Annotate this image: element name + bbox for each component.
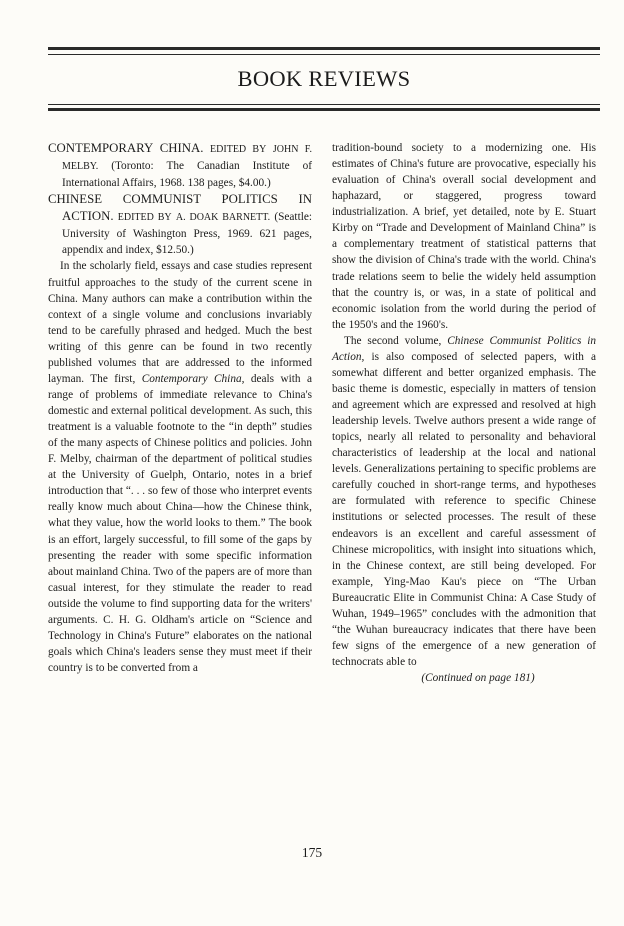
- paragraph-2-text-end: is also composed of selected papers, with a somewhat different and better organized emphasis. The basic theme is domestic, especially in matters of tension and agreement which are expressed and resolved at high leadership levels. Twelve authors present a wide range of topics, nearly all related to personality and behavioral characteristics of leadership at the local and national levels. Generalizations pertaining to specific problems are carefully couched in short-range terms, and hypotheses are formulated with reference to specific Chinese institutions or selected processes. The result of these endeavors is an excellent and careful assessment of Chinese micropolitics, with insight into situations which, in the Chinese context, are still being developed. For example, Ying-Mao Kau's piece on “The Urban Bureaucratic Elite in Communist China: A Case Study of Wuhan, 1949–1965” concludes with the admonition that “the Wuhan bureaucracy indicates that there have been few signs of the emergence of a new generation of technocrats able to: [332, 350, 596, 668]
- page-number: 175: [301, 845, 323, 860]
- top-rule-thick: [48, 47, 600, 50]
- editor-1: JOHN F. MELBY.: [62, 144, 312, 173]
- paragraph-1-text-end: deals with a range of problems of immediate relevance to China's domestic and external political development. As such, this treatment is a valuable footnote to the “in depth” studies of the many aspects of Chinese politics and policies. John F. Melby, chairman of the department of political studies at the University of Guelph, Ontario, notes in a brief introduction that “. . . so few of those who interpret events really know much about China—how the Chinese think, what they value, how the world looks to them.” The book is an effort, largely successful, to fill some of the gaps by presenting the reader with some specific information about mainland China. Two of the papers are of more than casual interest, for they stimulate the reader to read outside the volume to find supporting data for the writers' arguments. C. H. G. Oldham's article on “Science and Technology in China's Future” elaborates on the national goals which China's leaders sense they must meet if their country is to be converted from a: [48, 372, 312, 674]
- bottom-rule-thick: [48, 108, 600, 111]
- continued-note: (Continued on page 181): [421, 672, 535, 685]
- body-paragraph-1: [48, 258, 312, 676]
- paragraph-2-italic-title: Chinese Communist Politics in Action,: [332, 334, 596, 363]
- body-paragraph-1-continued: tradition-bound society to a modernizing one. His estimates of China's future are provocative, especially his evaluation of China's overall social development and haphazard, or staggered, progress toward industrialization. A brief, yet detailed, note by E. Stuart Kirby on “Trade and Development of Mainland China” is a complementary treatment of statistical patterns that show the division of China's trade with the world. China's trade relations seem to belie the widely held assumption that the country is, or was, in a state of political and economic isolation from the world during the period of the 1950's and the 1960's.: [332, 142, 596, 331]
- editor-2: A. DOAK BARNETT.: [175, 212, 271, 224]
- paragraph-1-text: In the scholarly field, essays and case studies represent fruitful approaches to the study of the current scene in China. Many authors can make a contribution within the context of a single volume and conclusions invariably tend to be carefully phrased and hedged. Much the best writing of this genre can be found in two recently published volumes that are addressed to the informed layman. The first,: [48, 260, 312, 385]
- right-column: [332, 140, 596, 686]
- publication-details-2: (Seattle: University of Washington Press, 1969. 621 pages, appendix and index, $12.50.): [62, 211, 313, 257]
- body-paragraph-2: [332, 333, 596, 670]
- top-rule-thin: [48, 54, 600, 55]
- review-citation-1: [48, 140, 312, 191]
- edited-by-1: EDITED BY: [210, 144, 267, 155]
- left-column: [48, 140, 312, 676]
- publication-details-1: (Toronto: The Canadian Institute of International Affairs, 1968. 138 pages, $4.00.): [62, 160, 312, 190]
- review-citation-2: [48, 191, 312, 258]
- paragraph-2-text: The second volume,: [344, 334, 448, 347]
- paragraph-1-italic-title: Contemporary China,: [141, 372, 245, 385]
- book-title-1: CONTEMPORARY CHINA.: [48, 141, 204, 155]
- page-title: BOOK REVIEWS: [237, 66, 411, 91]
- book-title-2: CHINESE COMMUNIST POLITICS IN ACTION.: [48, 192, 312, 224]
- bottom-rule-thin: [48, 104, 600, 105]
- edited-by-2: EDITED BY: [117, 212, 172, 224]
